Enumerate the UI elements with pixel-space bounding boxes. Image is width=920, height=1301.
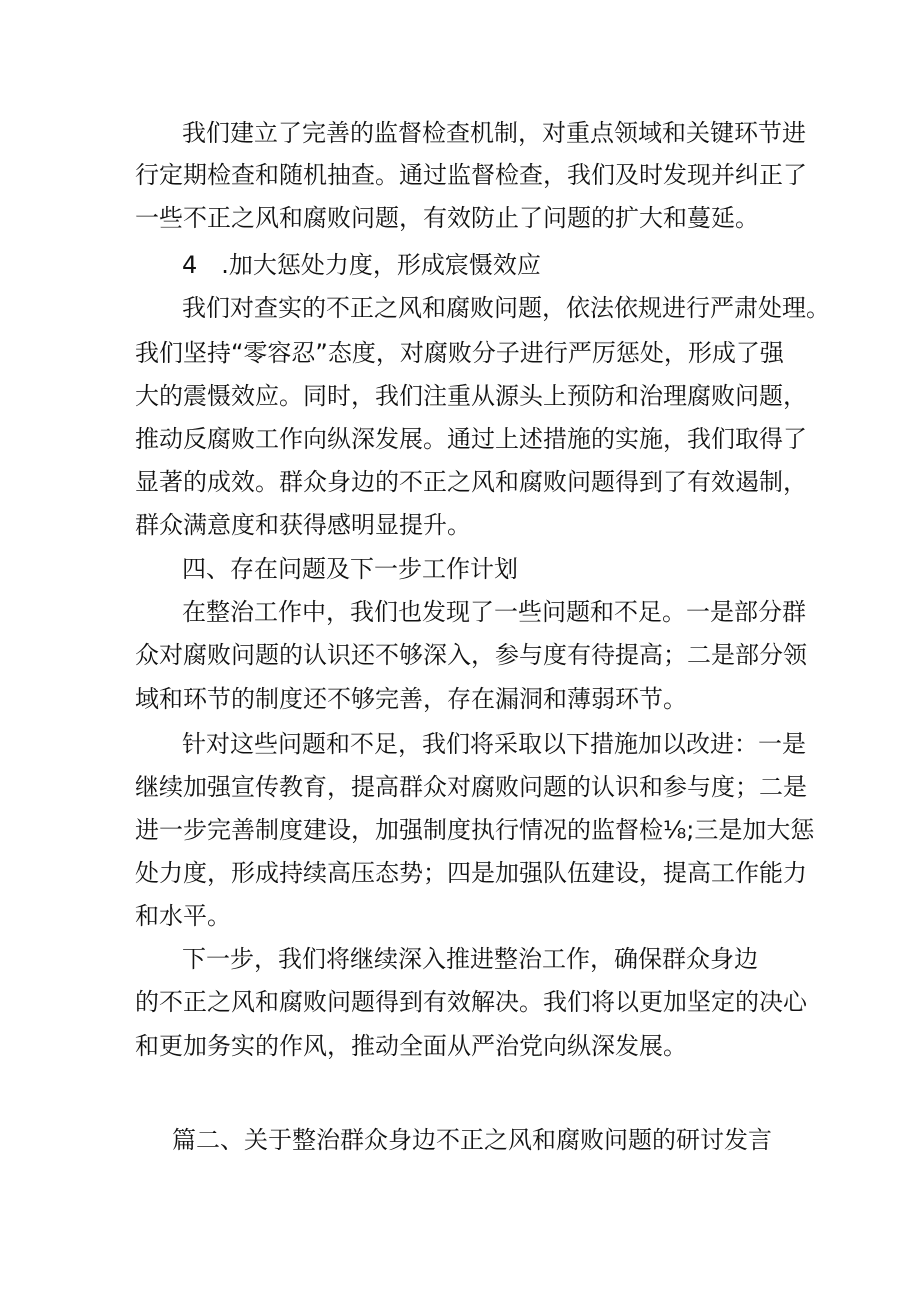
text-line: 我们对查实的不正之风和腐败问题，依法依规进行严肃处理。 [182, 294, 830, 322]
text-line: 下一步，我们将继续深入推进整治工作，确保群众身边 [182, 945, 758, 973]
text-line: 众对腐败问题的认识还不够深入，参与度有待提高；二是部分领 [135, 641, 807, 669]
text-line: 的不正之风和腐败问题得到有效解决。我们将以更加坚定的决心 [135, 988, 807, 1016]
text-line: 显著的成效。群众身边的不正之风和腐败问题得到了有效遏制， [135, 468, 807, 496]
text-line: 继续加强宣传教育，提高群众对腐败问题的认识和参与度；二是 [135, 773, 807, 801]
text-line: 针对这些问题和不足，我们将采取以下措施加以改进：一是 [182, 730, 806, 758]
text-line: 一些不正之风和腐败问题，有效防止了问题的扩大和蔓延。 [135, 204, 759, 232]
text-line: 和更加务实的作风，推动全面从严治党向纵深发展。 [135, 1032, 687, 1060]
text-line: 我们建立了完善的监督检查机制，对重点领域和关键环节进 [182, 119, 806, 147]
text-line: 推动反腐败工作向纵深发展。通过上述措施的实施，我们取得了 [135, 425, 807, 453]
text-line: 大的震慑效应。同时，我们注重从源头上预防和治理腐败问题， [135, 382, 807, 410]
text-line: 在整治工作中，我们也发现了一些问题和不足。一是部分群 [182, 598, 806, 626]
text-line: 群众满意度和获得感明显提升。 [135, 511, 471, 539]
text-line: 行定期检查和随机抽查。通过监督检查，我们及时发现并纠正了 [135, 161, 807, 189]
text-line: 我们坚持“零容忍”态度，对腐败分子进行严厉惩处，形成了强 [135, 339, 784, 367]
section-heading: 4 .加大惩处力度，形成宸慑效应 [182, 251, 541, 279]
article-title: 篇二、关于整治群众身边不正之风和腐败问题的研讨发言 [172, 1126, 772, 1154]
text-line: 域和环节的制度还不够完善，存在漏洞和薄弱环节。 [135, 685, 687, 713]
text-line: 处力度，形成持续高压态势；四是加强队伍建设，提高工作能力 [135, 859, 807, 887]
text-line: 进一步完善制度建设，加强制度执行情况的监督检⅛;三是加大惩 [135, 816, 815, 844]
section-heading: 四、存在问题及下一步工作计划 [182, 555, 518, 583]
text-line: 和水平。 [135, 902, 231, 930]
